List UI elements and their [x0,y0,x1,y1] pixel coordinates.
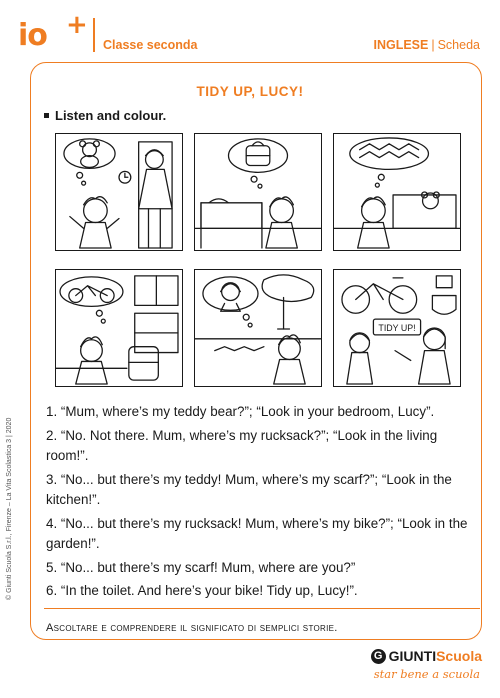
sentence-1: 1. “Mum, where’s my teddy bear?”; “Look in your bedroom, Lucy”. [46,404,435,419]
logo-plus: + [66,10,88,40]
subject-heading [373,38,480,52]
bullet-icon [44,113,49,118]
comic-panel-4 [55,269,183,387]
comic-panel-6 [333,269,461,387]
comic-panel-2 [194,133,322,251]
sentence-6: 6. “In the toilet. And here’s your bike! Tidy up, Lucy!”. [46,583,358,598]
speech-bubble-text: TIDY UP! [378,322,416,333]
giunti-g-icon: G [371,649,386,664]
comic-panel-5 [194,269,322,387]
worksheet-title: TIDY UP, LUCY! [196,84,304,99]
comic-panel-1 [55,133,183,251]
instruction [44,108,166,123]
brand-name: GIUNTI [388,648,437,664]
subject-separator: | [431,38,435,52]
sentence-5: 5. “No... but there’s my scarf! Mum, where are you?” [46,559,356,575]
sentence-4: 4. “No... but there’s my rucksack! Mum, where’s my bike?”; “Look in the garden!”. [46,515,468,551]
story-sentences [46,402,476,605]
comic-panel-3 [333,133,461,251]
brand-tagline: star bene a scuola [373,667,480,681]
subject-label: INGLESE [373,38,429,52]
logo-text: io [18,18,47,53]
copyright-notice: © Giunti Scuola S.r.l., Firenze – La Vita Scolastica 3 | 2020 [6,417,13,600]
class-label: Classe seconda [103,38,198,52]
footer-divider [44,608,480,609]
sentence-3: 3. “No... but there’s my teddy! Mum, where’s my scarf?”; “Look in the kitchen!”. [46,471,452,507]
sentence-2: 2. “No. Not there. Mum, where’s my rucksack?”; “Look in the living room!”. [46,427,438,463]
learning-objective: Ascoltare e comprendere il significato di semplici storie. [46,622,338,634]
sheet-label: Scheda [437,38,480,52]
giunti-scuola-logo [332,648,482,688]
instruction-text: Listen and colour. [55,108,167,123]
brand-school: Scuola [436,648,482,664]
header-divider [93,18,95,52]
io-plus-logo [18,10,88,58]
